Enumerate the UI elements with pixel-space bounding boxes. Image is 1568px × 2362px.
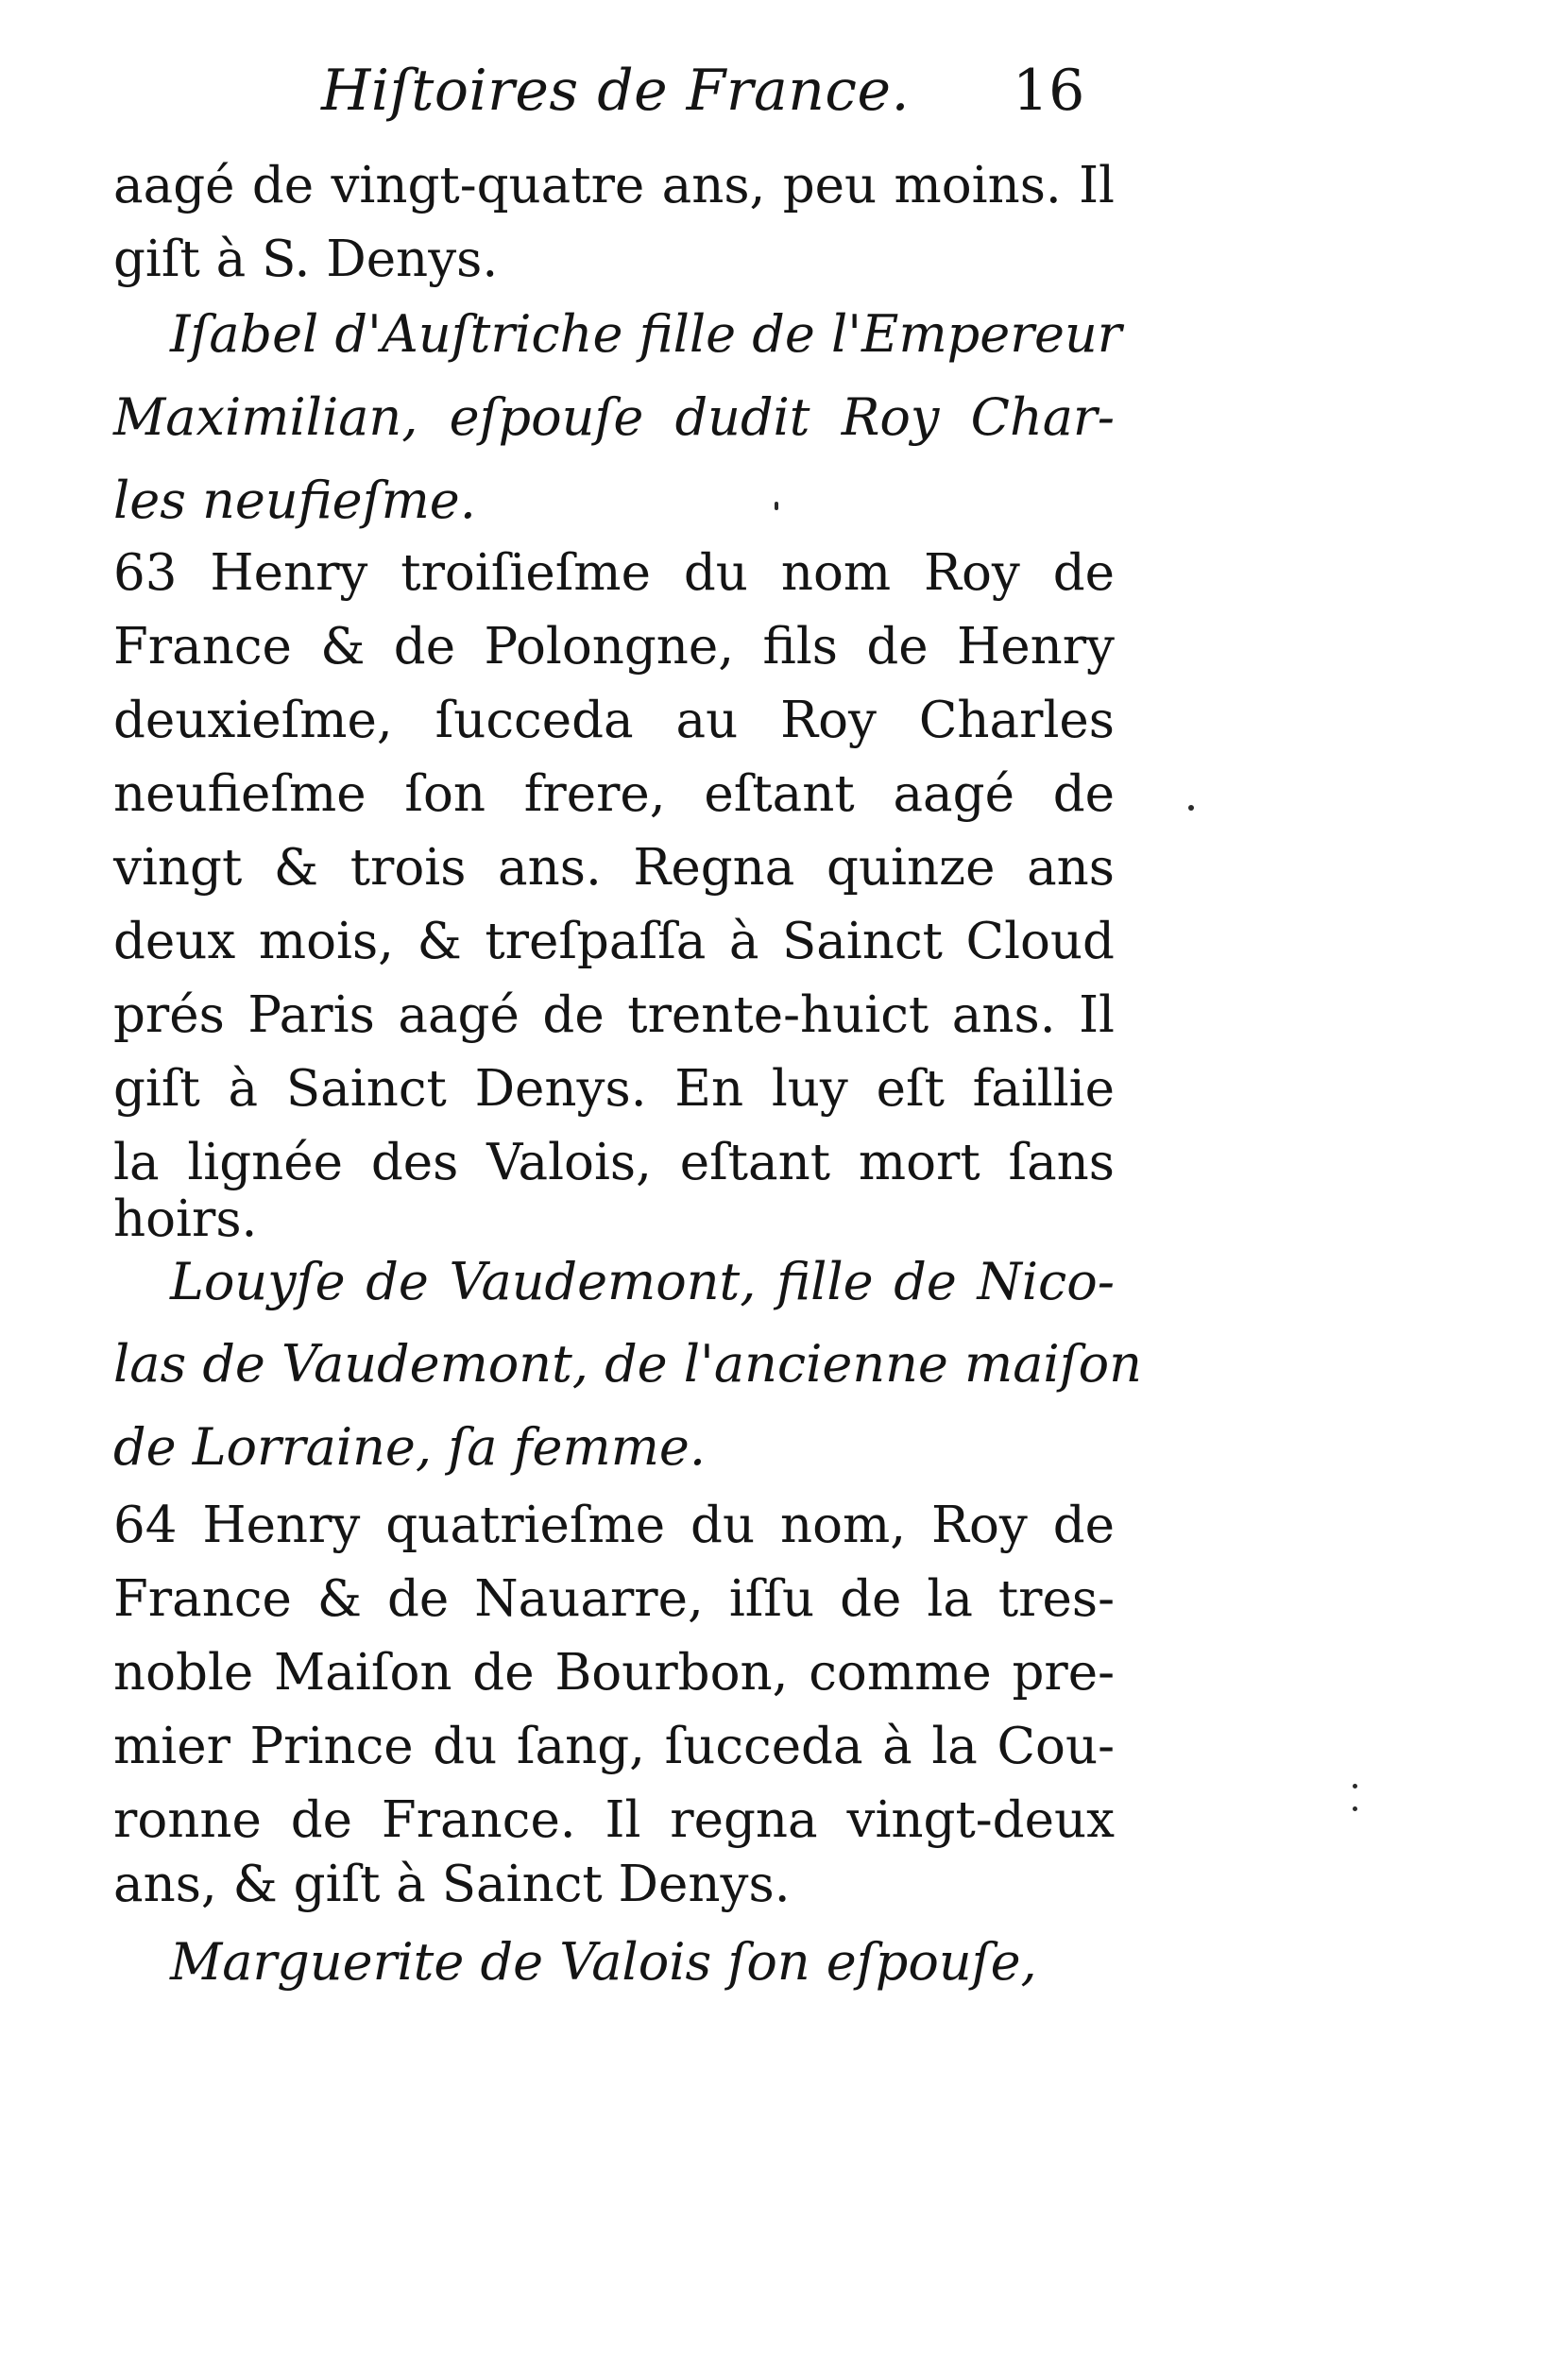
text-line: deuxieſme, ſucceda au Roy Charles	[113, 692, 1115, 749]
text-line: ronne de France. Il regna vingt-deux	[113, 1791, 1115, 1849]
ink-speck	[1353, 1784, 1357, 1789]
text-line: prés Paris aagé de trente-huict ans. Il	[113, 986, 1115, 1044]
text-line: France & de Polongne, fils de Henry	[113, 618, 1115, 676]
text-line: la lignée des Valois, eſtant mort ſans	[113, 1134, 1115, 1191]
text-line: 63 Henry troiſieſme du nom Roy de	[113, 544, 1115, 602]
ink-speck	[1188, 805, 1194, 811]
running-head: Hiſtoires de France.	[321, 58, 911, 124]
text-line: 64 Henry quatrieſme du nom, Roy de	[113, 1497, 1115, 1554]
italic-line: Iſabel d'Auſtriche fille de l'Empereur	[170, 304, 1122, 364]
italic-line: les neufieſme.	[113, 471, 476, 530]
text-line: giſt à Sainct Denys. En luy eſt faillie	[113, 1060, 1115, 1118]
ink-speck	[775, 502, 778, 510]
ink-speck	[1353, 1806, 1357, 1811]
text-line: vingt & trois ans. Regna quinze ans	[113, 839, 1115, 897]
text-line: neufieſme ſon frere, eſtant aagé de	[113, 765, 1115, 823]
text-line: noble Maiſon de Bourbon, comme pre-	[113, 1644, 1115, 1702]
italic-line: Louyſe de Vaudemont, fille de Nico-	[170, 1252, 1115, 1311]
italic-line: Marguerite de Valois ſon eſpouſe,	[170, 1932, 1037, 1992]
text-line: France & de Nauarre, iſſu de la tres-	[113, 1570, 1115, 1628]
italic-line: Maximilian, eſpouſe dudit Roy Char-	[113, 387, 1115, 447]
text-line: giſt à S. Denys.	[113, 231, 499, 288]
text-line: deux mois, & treſpaſſa à Sainct Cloud	[113, 913, 1115, 970]
italic-line: de Lorraine, ſa femme.	[113, 1417, 707, 1477]
text-line: hoirs.	[113, 1190, 258, 1248]
text-line: mier Prince du ſang, ſucceda à la Cou-	[113, 1718, 1115, 1775]
italic-line: las de Vaudemont, de l'ancienne maiſon	[113, 1334, 1142, 1394]
page-number: 16	[1013, 58, 1085, 124]
text-line: aagé de vingt-quatre ans, peu moins. Il	[113, 157, 1115, 214]
text-line: ans, & giſt à Sainct Denys.	[113, 1856, 791, 1913]
